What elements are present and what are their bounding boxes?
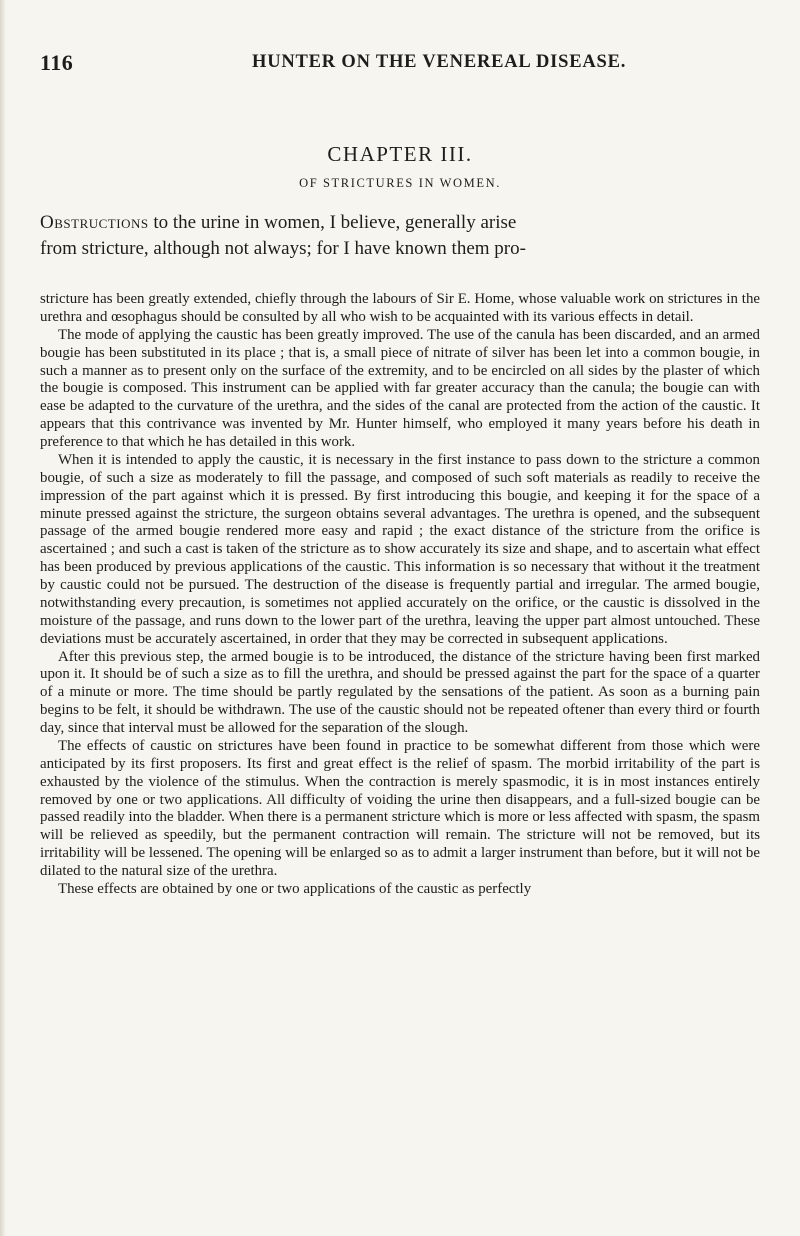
intro-paragraph (40, 210, 760, 262)
section-heading: OF STRICTURES IN WOMEN. (299, 176, 501, 190)
paragraph: These effects are obtained by one or two applications of the caustic as perfectly (58, 880, 532, 897)
intro-line-1-rest: to the urine in women, I believe, generally arise (148, 212, 517, 233)
paragraph: The effects of caustic on strictures have been found in practice to be somewhat different from those which were anticipated by its first proposers. Its first and great effect is the relief of spasm. The morbid irritability of the part is exhausted by the violence of the stimulus. When the contraction is merely spasmodic, it is in most instances entirely removed by one or two applications. All difficulty of voiding the urine then disappears, and a full-sized bougie can be passed readily into the bladder. When there is a permanent stricture which is more or less affected with spasm, the spasm will be relieved as speedily, but the permanent contraction will remain. The stricture will not be removed, but its irritability will be lessened. The opening will be enlarged so as to admit a larger instrument than before, but it will not be dilated to the natural size of the urethra. (40, 737, 760, 879)
running-title: HUNTER ON THE VENEREAL DISEASE. (252, 52, 627, 72)
running-head (40, 50, 760, 80)
intro-line-2: from stricture, although not always; for I have known them pro- (40, 238, 526, 259)
paragraph: The mode of applying the caustic has been greatly improved. The use of the canula has been discarded, and an armed bougie has been substituted in its place ; that is, a small piece of nitrate of silver has been let into a common bougie, in such a manner as to present only on the surface of the extremity, and to be encircled on all sides by the plaster of which the bougie is composed. This instrument can be applied with far greater accuracy than the canula; the bougie can with ease be adapted to the curvature of the urethra, and the sides of the canal are protected from the action of the caustic. It appears that this contrivance was invented by Mr. Hunter himself, who employed it many years before his death in preference to that which he has detailed in this work. (40, 326, 760, 450)
lead-word: Obstructions (40, 212, 149, 233)
body-text (40, 291, 760, 899)
paragraph: stricture has been greatly extended, chiefly through the labours of Sir E. Home, whose valuable work on strictures in the urethra and œsophagus should be consulted by all who wish to be acquainted with its various effects in detail. (40, 291, 760, 325)
intro-line-1 (40, 210, 760, 236)
page-number: 116 (40, 50, 74, 75)
paragraph: After this previous step, the armed bougie is to be introduced, the distance of the stricture having been first marked upon it. It should be of such a size as to fill the urethra, and should be pressed against the part for the space of a quarter of a minute or more. The time should be partly regulated by the sensations of the patient. As soon as a burning pain begins to be felt, it should be withdrawn. The use of the caustic should not be repeated oftener than every third or fourth day, since that interval must be allowed for the separation of the slough. (40, 648, 760, 736)
paragraph: When it is intended to apply the caustic, it is necessary in the first instance to pass down to the stricture a common bougie, of such a size as moderately to fill the passage, and composed of such soft materials as readily to receive the impression of the part against which it is pressed. By first introducing this bougie, and keeping it for the space of a minute pressed against the stricture, the surgeon obtains several advantages. The urethra is opened, and the subsequent passage of the armed bougie rendered more easy and rapid ; the exact distance of the stricture from the orifice is ascertained ; and such a cast is taken of the stricture as to show accurately its size and shape, and to ascertain what effect has been produced by previous applications of the caustic. This information is so necessary that without it the treatment by caustic could not be pursued. The destruction of the disease is frequently partial and irregular. The armed bougie, notwithstanding every precaution, is sometimes not applied accurately on the orifice, or the caustic is dissolved in the moisture of the passage, and runs down to the lower part of the urethra, leaving the upper part almost untouched. These deviations must be accurately ascertained, in order that they may be corrected in subsequent applications. (40, 451, 760, 647)
chapter-heading: CHAPTER III. (327, 142, 473, 166)
